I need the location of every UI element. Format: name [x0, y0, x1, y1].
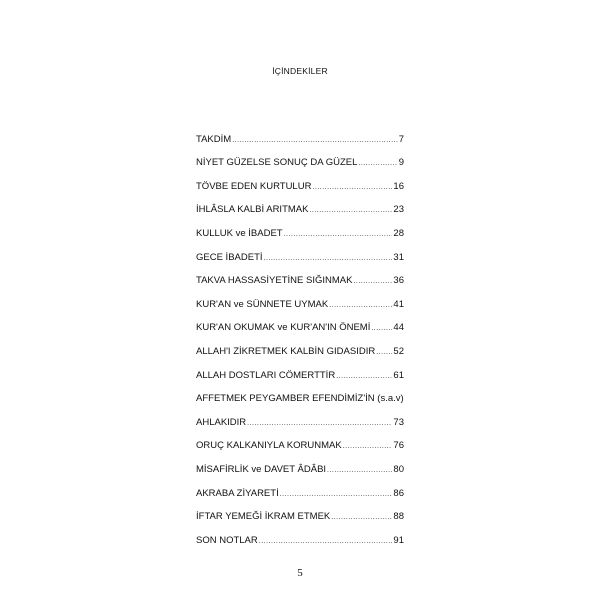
toc-row-son-notlar: [196, 522, 404, 546]
dot-leader: [264, 254, 393, 263]
toc-row-kuran-okumak: [196, 310, 404, 334]
toc-entry-title: İHLÂSLA KALBİ ARITMAK: [196, 204, 309, 216]
dot-leader: [353, 277, 392, 286]
toc-entry-title: KUR'AN OKUMAK ve KUR'AN'IN ÖNEMİ: [196, 322, 371, 334]
toc-row-ihlas: [196, 192, 404, 216]
toc-entry-page: 28: [393, 227, 404, 239]
toc-entry-title: ALLAH'I ZİKRETMEK KALBİN GIDASIDIR: [196, 345, 376, 357]
dot-leader: [329, 301, 392, 310]
toc-entry-page: 23: [393, 204, 404, 216]
toc-entry-title: KULLUK ve İBADET: [196, 227, 283, 239]
toc-entry-page: 73: [393, 416, 404, 428]
toc-entry-page: 80: [393, 463, 404, 475]
toc-entry-page: 86: [393, 487, 404, 499]
toc-entry-title: ALLAH DOSTLARI CÖMERTTİR: [196, 369, 336, 381]
toc-entry-page: 36: [393, 275, 404, 287]
toc-row-kulluk: [196, 215, 404, 239]
page-title: İÇİNDEKİLER: [272, 66, 328, 76]
dot-leader: [327, 466, 392, 475]
toc-row-iftar: [196, 499, 404, 523]
toc-row-misafirlik: [196, 451, 404, 475]
toc-row-affetmek: [196, 381, 404, 405]
toc-entry-title: İFTAR YEMEĞİ İKRAM ETMEK: [196, 511, 331, 523]
toc-entry-page: 31: [393, 251, 404, 263]
dot-leader: [259, 537, 393, 546]
dot-leader: [232, 136, 398, 145]
toc-entry-title: ORUÇ KALKANIYLA KORUNMAK: [196, 440, 342, 452]
dot-leader: [309, 206, 392, 215]
toc-entry-title: AKRABA ZİYARETİ: [196, 487, 279, 499]
toc-entry-title: GECE İBADETİ: [196, 251, 263, 263]
toc-entry-title: MİSAFİRLİK ve DAVET ÂDÂBI: [196, 463, 327, 475]
toc-entry-page: 44: [393, 322, 404, 334]
toc-row-tovbe: [196, 168, 404, 192]
dot-leader: [284, 230, 393, 239]
page-number: 5: [297, 567, 303, 579]
toc-row-oruc: [196, 428, 404, 452]
dot-leader: [336, 372, 392, 381]
table-of-contents: [196, 121, 404, 546]
toc-entry-page: 7: [398, 133, 404, 145]
dot-leader: [376, 348, 392, 357]
dot-leader: [331, 513, 392, 522]
dot-leader: [280, 490, 393, 499]
toc-row-kuran-sunnet: [196, 286, 404, 310]
toc-row-takdim: [196, 121, 404, 145]
toc-entry-page: 76: [393, 440, 404, 452]
toc-entry-page: 88: [393, 511, 404, 523]
toc-row-akraba: [196, 475, 404, 499]
toc-entry-title: NİYET GÜZELSE SONUÇ DA GÜZEL: [196, 157, 358, 169]
toc-row-gece: [196, 239, 404, 263]
toc-row-zikir: [196, 333, 404, 357]
dot-leader: [358, 159, 397, 168]
toc-entry-page: 41: [393, 298, 404, 310]
dot-leader: [312, 183, 392, 192]
toc-entry-title: AFFETMEK PEYGAMBER EFENDİMİZ'İN (s.a.v): [196, 393, 404, 405]
toc-entry-page: 16: [393, 180, 404, 192]
dot-leader: [343, 442, 393, 451]
toc-row-takva: [196, 263, 404, 287]
toc-entry-page: 91: [393, 534, 404, 546]
toc-entry-title: AHLAKIDIR: [196, 416, 247, 428]
dot-leader: [247, 419, 392, 428]
toc-entry-page: 61: [393, 369, 404, 381]
dot-leader: [371, 324, 392, 333]
toc-entry-title: KUR'AN ve SÜNNETE UYMAK: [196, 298, 329, 310]
toc-entry-page: 52: [393, 345, 404, 357]
toc-row-ahlak: [196, 404, 404, 428]
toc-row-niyet: [196, 145, 404, 169]
toc-entry-title: TAKVA HASSASİYETİNE SIĞINMAK: [196, 275, 353, 287]
toc-entry-title: TÖVBE EDEN KURTULUR: [196, 180, 312, 192]
toc-entry-title: TAKDİM: [196, 133, 232, 145]
toc-entry-title: SON NOTLAR: [196, 534, 258, 546]
toc-row-comert: [196, 357, 404, 381]
toc-entry-page: 9: [398, 157, 404, 169]
